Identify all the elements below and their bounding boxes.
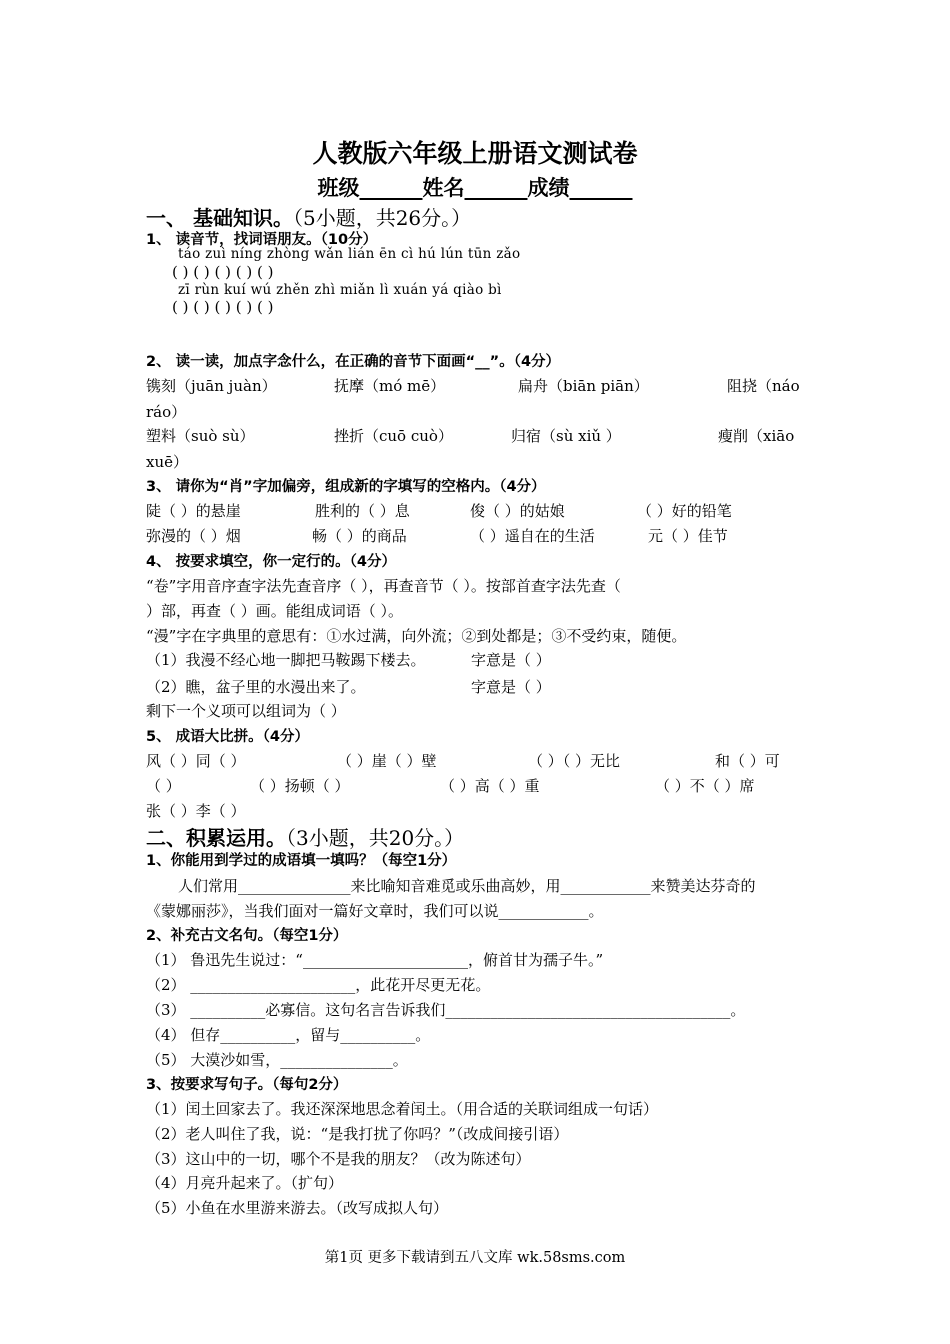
s2-q3-item: （3）这山中的一切，哪个不是我的朋友？（改为陈述句） bbox=[146, 1150, 531, 1168]
s1-q4-line: 剩下一个义项可以组词为（ ） bbox=[146, 702, 346, 720]
s1-q2-item: 扁舟（biān piān） bbox=[518, 377, 649, 395]
s1-q3-label: 3、 请你为“肖”字加偏旁，组成新的字填写的空格内。（4分） bbox=[146, 479, 546, 495]
s1-q4-line: （1）我漫不经心地一脚把马鞍踢下楼去。 bbox=[146, 651, 426, 669]
s1-q4-line: ）部，再查（ ）画。能组成词语（ ）。 bbox=[146, 602, 404, 620]
s2-q2-item: （3） __________必寡信。这句名言告诉我们______________________________________。 bbox=[146, 1001, 746, 1019]
s1-q5-item: （ ）（ ）无比 bbox=[528, 752, 621, 770]
s1-q3-item: 畅（ ）的商品 bbox=[312, 527, 407, 545]
s1-q5-item: （ ）不（ ）席 bbox=[655, 777, 755, 795]
s2-q2-item: （5） 大漠沙如雪，_______________。 bbox=[146, 1051, 408, 1069]
s1-q1-blanks-row1: ( ) ( ) ( ) ( ) ( ) bbox=[172, 263, 274, 281]
s1-q5-item: 张（ ）李（ ） bbox=[146, 802, 246, 820]
page-footer: 第1页 更多下载请到五八文库 wk.58sms.com bbox=[324, 1250, 626, 1266]
s1-q2-item: 瘦削（xiāo bbox=[718, 427, 795, 445]
s1-q2-item: 抚摩（mó mē） bbox=[334, 377, 446, 395]
s1-q3-item: 俊（ ）的姑娘 bbox=[470, 502, 565, 520]
s2-q1-line: 《蒙娜丽莎》，当我们面对一篇好文章时，我们可以说____________。 bbox=[146, 902, 604, 920]
section1-heading bbox=[146, 202, 471, 231]
s1-q4-line: “卷”字用音序查字法先查音序（ ），再查音节（ ）。按部首查字法先查（ bbox=[146, 577, 621, 595]
s1-q2-item: 挫折（cuō cuò） bbox=[334, 427, 453, 445]
s2-q2-label: 2、补充古文名句。（每空1分） bbox=[146, 928, 348, 944]
s1-q5-item: （ ）扬顿（ ） bbox=[250, 777, 350, 795]
s1-q2-item: 阻挠（náo bbox=[727, 377, 800, 395]
s1-q2-item-wrap: ráo） bbox=[146, 403, 187, 421]
s1-q3-item: 胜利的（ ）息 bbox=[315, 502, 410, 520]
s1-q1-label: 1、 读音节，找词语朋友。（10分） bbox=[146, 232, 378, 248]
s1-q4-line: “漫”字在字典里的意思有：①水过满，向外流；②到处都是；③不受约束，随便。 bbox=[146, 627, 687, 645]
s1-q5-item: 和（ ）可 bbox=[715, 752, 780, 770]
s1-q3-item: 元（ ）佳节 bbox=[648, 527, 728, 545]
s2-q2-item: （2） ______________________，此花开尽更无花。 bbox=[146, 976, 491, 994]
s1-q5-item: （ ） bbox=[146, 777, 181, 795]
section2-heading bbox=[146, 822, 464, 851]
s1-q1-pinyin-row1: táo zuì níng zhòng wǎn lián ēn cì hú lún tūn zǎo bbox=[178, 246, 521, 262]
section1-title: 一、 基础知识。 bbox=[146, 206, 293, 230]
section2-note: （3小题，共20分。） bbox=[286, 826, 465, 850]
s1-q2-item-wrap: xuē） bbox=[146, 453, 188, 471]
s1-q2-item: 塑料（suò sù） bbox=[146, 427, 255, 445]
student-info-line: 班级______姓名______成绩______ bbox=[317, 176, 633, 200]
s1-q3-item: 陡（ ）的悬崖 bbox=[146, 502, 241, 520]
s2-q1-label: 1、你能用到学过的成语填一填吗？（每空1分） bbox=[146, 853, 457, 869]
s1-q3-item: （ ）遥自在的生活 bbox=[470, 527, 595, 545]
s1-q4-line: 字意是（ ） bbox=[471, 678, 551, 696]
s2-q1-line: 人们常用_______________来比喻知音难觅或乐曲高妙，用____________来赞美达芬奇的 bbox=[178, 877, 756, 895]
s1-q2-item: 镌刻（juān juàn） bbox=[146, 377, 277, 395]
page-title: 人教版六年级上册语文测试卷 bbox=[312, 139, 638, 168]
section2-title: 二、积累运用。 bbox=[146, 826, 286, 850]
s1-q4-line: （2）瞧，盆子里的水漫出来了。 bbox=[146, 678, 366, 696]
s1-q3-item: （ ）好的铅笔 bbox=[637, 502, 732, 520]
s2-q3-item: （5）小鱼在水里游来游去。（改写成拟人句） bbox=[146, 1199, 449, 1217]
s2-q3-item: （1）闰土回家去了。我还深深地思念着闰土。（用合适的关联词组成一句话） bbox=[146, 1100, 659, 1118]
s1-q5-item: （ ）高（ ）重 bbox=[440, 777, 540, 795]
s1-q4-line: 字意是（ ） bbox=[471, 651, 551, 669]
s2-q3-label: 3、按要求写句子。（每句2分） bbox=[146, 1077, 348, 1093]
s1-q2-label: 2、 读一读，加点字念什么，在正确的音节下面画“__”。（4分） bbox=[146, 354, 561, 370]
s2-q2-item: （1） 鲁迅先生说过：“______________________，俯首甘为孺子牛。” bbox=[146, 951, 604, 969]
s2-q3-item: （4）月亮升起来了。（扩句） bbox=[146, 1174, 344, 1192]
s1-q4-label: 4、 按要求填空，你一定行的。（4分） bbox=[146, 554, 396, 570]
s1-q3-item: 弥漫的（ ）烟 bbox=[146, 527, 241, 545]
s1-q1-blanks-row2: ( ) ( ) ( ) ( ) ( ) bbox=[172, 298, 274, 316]
section1-note: （5小题，共26分。） bbox=[292, 206, 472, 230]
s1-q2-item: 归宿（sù xiǔ ） bbox=[511, 427, 621, 445]
s2-q2-item: （4） 但存__________，留与__________。 bbox=[146, 1026, 431, 1044]
s1-q5-item: 风（ ）同（ ） bbox=[146, 752, 246, 770]
s1-q5-label: 5、 成语大比拼。（4分） bbox=[146, 729, 309, 745]
s2-q3-item: （2）老人叫住了我，说：“是我打扰了你吗？”（改成间接引语） bbox=[146, 1125, 569, 1143]
s1-q1-pinyin-row2: zī rùn kuí wú zhěn zhì miǎn lì xuán yá qiào bì bbox=[178, 282, 502, 298]
s1-q5-item: （ ）崖（ ）壁 bbox=[337, 752, 437, 770]
